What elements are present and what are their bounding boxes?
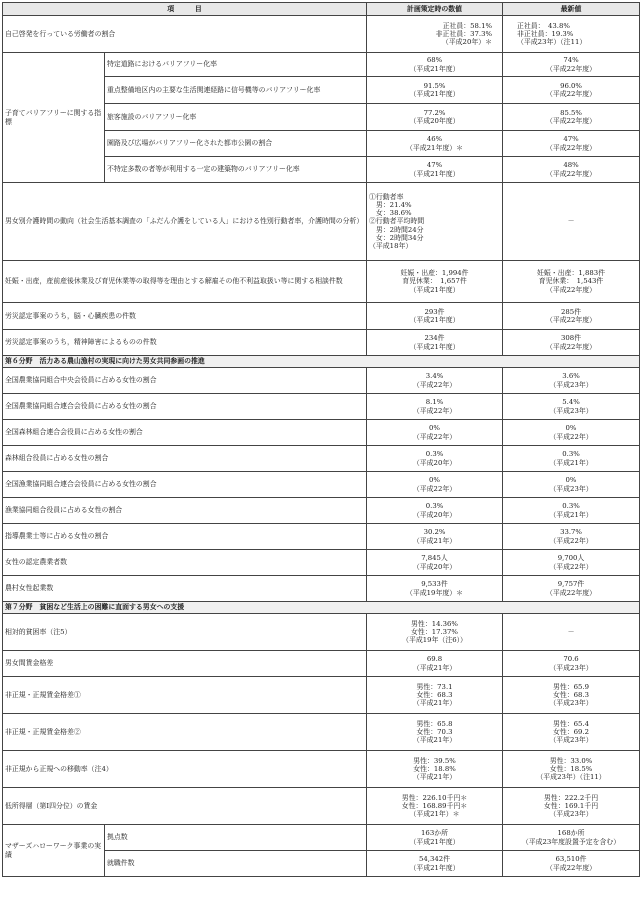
row-plan-value: 69.8 （平成21年）: [412, 655, 457, 672]
row-plan-value: 9,533件 （平成19年度）＊: [406, 580, 464, 597]
row-label: 自己啓発を行っている労働者の割合: [3, 16, 367, 53]
header-item: 項 目: [3, 3, 367, 16]
row-label: 全国農業協同組合中央会役員に占める女性の割合: [3, 368, 367, 394]
row-plan-value: 293件 （平成21年度）: [409, 307, 460, 324]
header-plan: 計画策定時の数値: [367, 3, 503, 16]
table-row: [3, 524, 640, 550]
row-plan-value: 男性：65.8 女性：70.3 （平成21年）: [412, 719, 457, 745]
table-row: [3, 550, 640, 576]
table-row: [3, 394, 640, 420]
row-label: 園路及び広場がバリアフリー化された都市公園の割合: [105, 131, 367, 157]
row-latest-value: 85.5% （平成22年度）: [545, 108, 597, 125]
group-label-mothers-hellowork: マザーズハローワーク事業の実績: [3, 825, 105, 877]
row-plan-value: 8.1% （平成22年）: [412, 398, 457, 415]
table-row: [3, 368, 640, 394]
row-label: 非正規から正規への移動率（注4）: [3, 751, 367, 788]
row-label: 不特定多数の者等が利用する一定の建築物のバリアフリー化率: [105, 157, 367, 183]
table-row: [3, 330, 640, 356]
row-label: 妊娠・出産，産前産後休業及び育児休業等の取得等を理由とする解雇その他不利益取扱い等に関する相談件数: [3, 261, 367, 303]
row-label: 特定道路におけるバリアフリー化率: [105, 53, 367, 77]
table-row: [3, 446, 640, 472]
row-label: 農村女性起業数: [3, 576, 367, 602]
row-latest-value: 0.3% （平成21年）: [549, 502, 593, 519]
row-label: 男女別介護時間の動向（社会生活基本調査の「ふだん介護をしている人」における性別行動者率，介護時間の分析）: [3, 183, 367, 261]
row-latest-value: 男性：33.0% 女性：18.5% （平成23年）（注11）: [536, 756, 606, 782]
row-latest-value: 96.0% （平成22年度）: [545, 81, 597, 98]
row-label: 労災認定事案のうち，精神障害によるものの件数: [3, 330, 367, 356]
row-latest-value: 285件 （平成22年度）: [545, 307, 597, 324]
row-label: 全国農業協同組合連合会役員に占める女性の割合: [3, 394, 367, 420]
table-header-row: [3, 3, 640, 16]
row-plan-value: 54,342件 （平成21年度）: [409, 855, 460, 872]
table-row: [3, 16, 640, 53]
group-label-child-barrier-free: 子育てバリアフリーに関する指標: [3, 53, 105, 183]
row-plan-value: 30.2% （平成21年）: [412, 528, 457, 545]
row-plan-value: 91.5% （平成21年度）: [409, 81, 460, 98]
table-row: [3, 53, 640, 77]
row-plan-value: 3.4% （平成22年）: [412, 372, 457, 389]
row-plan-value: 0.3% （平成20年）: [412, 450, 457, 467]
row-plan-value: 46% （平成21年度）＊: [406, 135, 464, 152]
row-plan-value: 0.3% （平成20年）: [412, 502, 457, 519]
row-latest-value: 9,700人 （平成22年）: [549, 554, 593, 571]
indicator-table: [2, 2, 640, 877]
table-row: [3, 183, 640, 261]
row-label: 全国森林組合連合会役員に占める女性の割合: [3, 420, 367, 446]
row-plan-value: 0% （平成22年）: [412, 476, 457, 493]
table-row: [3, 788, 640, 825]
row-plan-value: 163か所 （平成21年度）: [409, 829, 460, 846]
row-plan-value: 234件 （平成21年度）: [409, 334, 460, 351]
section-heading-7: 第７分野 貧困など生活上の困難に直面する男女への支援: [3, 602, 640, 614]
row-latest-value: 男性：65.4 女性：69.2 （平成23年）: [549, 719, 593, 745]
row-latest-value: 男性：222.2千円 女性：169.1千円 （平成23年）: [543, 793, 599, 819]
row-label: 拠点数: [105, 825, 367, 851]
table-row: [3, 303, 640, 330]
row-label: 森林組合役員に占める女性の割合: [3, 446, 367, 472]
table-row: [3, 825, 640, 851]
table-row: [3, 420, 640, 446]
table-row: [3, 751, 640, 788]
row-label: 重点整備地区内の主要な生活関連経路に信号機等のバリアフリー化率: [105, 77, 367, 104]
row-plan-value: 男性：226.10千円＊ 女性：168.89千円＊ （平成21年）＊: [401, 793, 468, 819]
table-row: [3, 472, 640, 498]
row-plan-value: 男性：39.5% 女性：18.8% （平成21年）: [412, 756, 457, 782]
row-latest-value: －: [567, 217, 575, 226]
row-plan-value: 男性：73.1 女性：68.3 （平成21年）: [412, 682, 457, 708]
row-plan-value: 68% （平成21年度）: [409, 56, 460, 73]
row-latest-value: 48% （平成22年度）: [545, 161, 597, 178]
row-latest-value: 0% （平成22年）: [549, 424, 593, 441]
row-latest-value: 男性：65.9 女性：68.3 （平成23年）: [549, 682, 593, 708]
row-latest-value: 5.4% （平成23年）: [549, 398, 593, 415]
row-label: 全国漁業協同組合連合会役員に占める女性の割合: [3, 472, 367, 498]
row-label: 女性の認定農業者数: [3, 550, 367, 576]
table-row: [3, 614, 640, 651]
row-latest-value: 63,510件 （平成22年度）: [545, 855, 597, 872]
row-label: 非正規・正規賃金格差②: [3, 714, 367, 751]
row-label: 漁業協同組合役員に占める女性の割合: [3, 498, 367, 524]
row-label: 非正規・正規賃金格差①: [3, 677, 367, 714]
row-plan-value: ①行動者率 男：21.4% 女：38.6% ②行動者平均時間 男：2時間24分 女：2時間34分 （平成18年）: [369, 193, 425, 250]
row-plan-value: 77.2% （平成20年度）: [409, 108, 460, 125]
table-row: [3, 498, 640, 524]
section-row: [3, 356, 640, 368]
header-latest: 最新値: [503, 3, 640, 16]
row-plan-value: 0% （平成22年）: [412, 424, 457, 441]
row-latest-value: 正社員： 43.8% 非正社員：19.3% （平成23年）（注11）: [517, 21, 587, 47]
row-latest-value: 74% （平成22年度）: [545, 56, 597, 73]
table-row: [3, 714, 640, 751]
row-label: 相対的貧困率（注5）: [3, 614, 367, 651]
row-latest-value: 9,757件 （平成22年度）: [545, 580, 597, 597]
row-label: 低所得層（第Ⅰ四分位）の賃金: [3, 788, 367, 825]
row-plan-value: 7,845人 （平成20年）: [412, 554, 457, 571]
row-plan-value: 47% （平成21年度）: [409, 161, 460, 178]
row-latest-value: 0.3% （平成21年）: [549, 450, 593, 467]
row-label: 労災認定事案のうち，脳・心臓疾患の件数: [3, 303, 367, 330]
row-latest-value: 0% （平成23年）: [549, 476, 593, 493]
row-label: 旅客施設のバリアフリー化率: [105, 104, 367, 131]
section-heading-6: 第６分野 活力ある農山漁村の実現に向けた男女共同参画の推進: [3, 356, 640, 368]
row-label: 男女間賃金格差: [3, 651, 367, 677]
row-latest-value: 妊娠・出産：1,883件 育児休業： 1,543件 （平成22年度）: [537, 269, 605, 294]
row-latest-value: 70.6 （平成23年）: [549, 655, 593, 672]
row-label: 就職件数: [105, 851, 367, 877]
table-row: [3, 651, 640, 677]
table-row: [3, 677, 640, 714]
row-latest-value: 3.6% （平成23年）: [549, 372, 593, 389]
row-label: 指導農業士等に占める女性の割合: [3, 524, 367, 550]
table-row: [3, 261, 640, 303]
row-latest-value: 168か所 （平成23年度設置予定を含む）: [521, 829, 621, 846]
row-plan-value: 正社員：58.1% 非正社員：37.3% （平成20年）＊: [435, 21, 493, 47]
row-plan-value: 男性：14.36% 女性：17.37% （平成19年（注6））: [402, 619, 467, 645]
row-plan-value: 妊娠・出産：1,994件 育児休業： 1,657件 （平成21年度）: [400, 269, 469, 294]
row-latest-value: 33.7% （平成22年）: [549, 528, 593, 545]
table-row: [3, 576, 640, 602]
row-latest-value: 47% （平成22年度）: [545, 135, 597, 152]
section-row: [3, 602, 640, 614]
row-latest-value: 308件 （平成22年度）: [545, 334, 597, 351]
row-latest-value: －: [567, 627, 575, 636]
